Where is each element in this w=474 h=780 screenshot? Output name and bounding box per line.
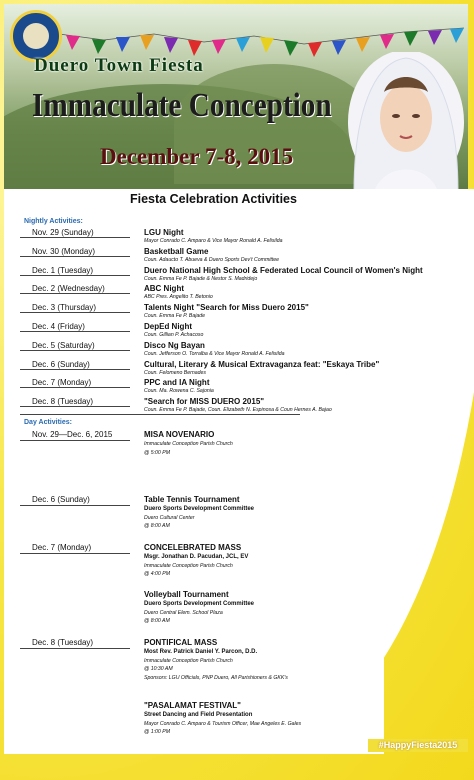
- activity-event: ABC Night: [144, 284, 184, 294]
- activity-event: Volleyball Tournament: [144, 590, 229, 599]
- activity-event: Basketball Game: [144, 246, 209, 256]
- row-rule: [20, 387, 130, 388]
- activity-sponsor: Coun. Ma. Rowena C. Sajonia: [144, 388, 214, 395]
- activity-event: PPC and IA Night: [144, 378, 210, 388]
- activity-event: "Search for MISS DUERO 2015": [144, 397, 265, 407]
- activity-date: Nov. 29—Dec. 6, 2015: [32, 430, 113, 439]
- activity-detail: Duero Cultural Center: [144, 514, 195, 521]
- nightly-activity-row: [24, 247, 444, 265]
- activity-event: Disco Ng Bayan: [144, 340, 205, 350]
- hero-banner: [4, 4, 468, 189]
- activity-date: Dec. 4 (Friday): [32, 322, 85, 331]
- virgin-mary-image: [344, 52, 466, 189]
- nightly-activity-row: [24, 266, 444, 284]
- row-rule: [20, 293, 130, 294]
- row-rule: [20, 505, 130, 506]
- day-activities-label: Day Activities:: [24, 419, 72, 426]
- row-rule: [20, 406, 130, 407]
- row-rule: [20, 350, 130, 351]
- row-rule: [20, 256, 130, 257]
- activity-detail: @ 8:00 AM: [144, 523, 170, 529]
- activity-detail: @ 4:00 PM: [144, 571, 171, 577]
- nightly-activity-row: [24, 360, 444, 378]
- main-title: Immaculate Conception: [32, 87, 332, 124]
- row-rule: [20, 331, 130, 332]
- activity-date: Dec. 2 (Wednesday): [32, 284, 105, 294]
- hashtag-badge: #HappyFiesta2015: [368, 739, 468, 752]
- nightly-activity-row: [24, 228, 444, 246]
- activity-event: MISA NOVENARIO: [144, 430, 215, 439]
- activity-sponsor: ABC Pres. Angelito T. Betonio: [144, 294, 213, 301]
- row-rule: [20, 369, 130, 370]
- activity-sponsor: Coun. Emma Fe P. Bajade & Nestor S. Madridejo: [144, 275, 258, 282]
- activity-event: PONTIFICAL MASS: [144, 638, 218, 647]
- activity-officiant: Msgr. Jonathan D. Pacudan, JCL, EV: [144, 554, 249, 560]
- activity-date: Dec. 8 (Tuesday): [32, 638, 94, 647]
- activity-date: Dec. 7 (Monday): [32, 543, 92, 552]
- activity-detail: Immaculate Conception Parish Church: [144, 657, 233, 664]
- activity-sponsor: Coun. Adaucto T. Abueva & Duero Sports Dev't Committee: [144, 256, 280, 263]
- activity-event: "PASALAMAT FESTIVAL": [144, 701, 241, 710]
- activity-officiant: Duero Sports Development Committee: [144, 601, 255, 607]
- activity-officiant: Street Dancing and Field Presentation: [144, 712, 253, 718]
- activity-event: DepEd Night: [144, 322, 192, 331]
- activity-detail: Immaculate Conception Parish Church: [144, 562, 233, 569]
- activity-event: Table Tennis Tournament: [144, 495, 240, 504]
- activity-event: Duero National High School & Federated Local Council of Women's Night: [144, 265, 423, 275]
- town-fiesta-title: Duero Town Fiesta: [34, 55, 204, 76]
- activity-date: Nov. 30 (Monday): [32, 246, 95, 256]
- activity-date: Dec. 7 (Monday): [32, 378, 92, 388]
- activity-officiant: Most Rev. Patrick Daniel Y. Parcon, D.D.: [144, 649, 258, 655]
- activity-event: CONCELEBRATED MASS: [144, 543, 242, 552]
- activity-date: Dec. 6 (Sunday): [32, 359, 90, 369]
- row-rule: [20, 312, 130, 313]
- nightly-activity-row: [24, 322, 444, 340]
- activity-date: Dec. 6 (Sunday): [32, 495, 90, 504]
- activity-detail: @ 1:00 PM: [144, 729, 171, 735]
- activity-date: Dec. 3 (Thursday): [32, 303, 97, 313]
- activity-officiant: Duero Sports Development Committee: [144, 506, 255, 512]
- nightly-activity-row: [24, 303, 444, 321]
- section-divider: [20, 414, 300, 415]
- activity-detail: Sponsors: LGU Officials, PNP Duero, All Parishioners & GKK's: [144, 674, 288, 681]
- activity-sponsor: Coun. Gillian P. Achacoso: [144, 332, 204, 338]
- row-rule: [20, 648, 130, 649]
- activity-event: Talents Night "Search for Miss Duero 2015": [144, 303, 309, 313]
- nightly-activity-row: [24, 284, 444, 302]
- activity-sponsor: Coun. Emma Fe P. Bajade: [144, 313, 206, 320]
- activity-detail: @ 8:00 AM: [144, 618, 170, 624]
- nightly-activity-row: [24, 397, 444, 415]
- nightly-activity-row: [24, 378, 444, 396]
- activity-sponsor: Coun. Emma Fe P. Bajade, Coun. Elizabeth N. Espinosa & Coun Hernes A. Bajao: [144, 407, 332, 414]
- activity-date: Dec. 5 (Saturday): [32, 340, 95, 350]
- fiesta-dates: December 7-8, 2015: [100, 144, 294, 169]
- nightly-activities-label: Nightly Activities:: [24, 218, 83, 225]
- activity-detail: @ 5:00 PM: [144, 449, 171, 456]
- activity-detail: Immaculate Conception Parish Church: [144, 441, 233, 447]
- activity-date: Nov. 29 (Sunday): [32, 228, 94, 237]
- activity-date: Dec. 8 (Tuesday): [32, 397, 94, 407]
- row-rule: [20, 553, 130, 554]
- row-rule: [20, 237, 130, 238]
- activity-detail: @ 10:30 AM: [144, 666, 173, 672]
- activity-detail: Mayor Conrado C. Amparo & Tourism Officer, Mae Angeles E. Gales: [144, 720, 302, 727]
- nightly-activity-row: [24, 341, 444, 359]
- row-rule: [20, 275, 130, 276]
- row-rule: [20, 440, 130, 441]
- activity-sponsor: Coun. Felomeno Bernades: [144, 369, 206, 376]
- activity-detail: Duero Central Elem. School Plaza: [144, 609, 223, 616]
- activity-date: Dec. 1 (Tuesday): [32, 265, 94, 275]
- activity-sponsor: Mayor Conrado C. Amparo & Vice Mayor Ronald A. Felisilda: [144, 238, 283, 244]
- activity-event: Cultural, Literary & Musical Extravaganza feat: "Eskaya Tribe": [144, 359, 380, 369]
- section-title: Fiesta Celebration Activities: [130, 192, 297, 206]
- activity-event: LGU Night: [144, 228, 184, 237]
- activity-sponsor: Coun. Jefferson O. Torralba & Vice Mayor Ronald A. Felisilda: [144, 350, 285, 357]
